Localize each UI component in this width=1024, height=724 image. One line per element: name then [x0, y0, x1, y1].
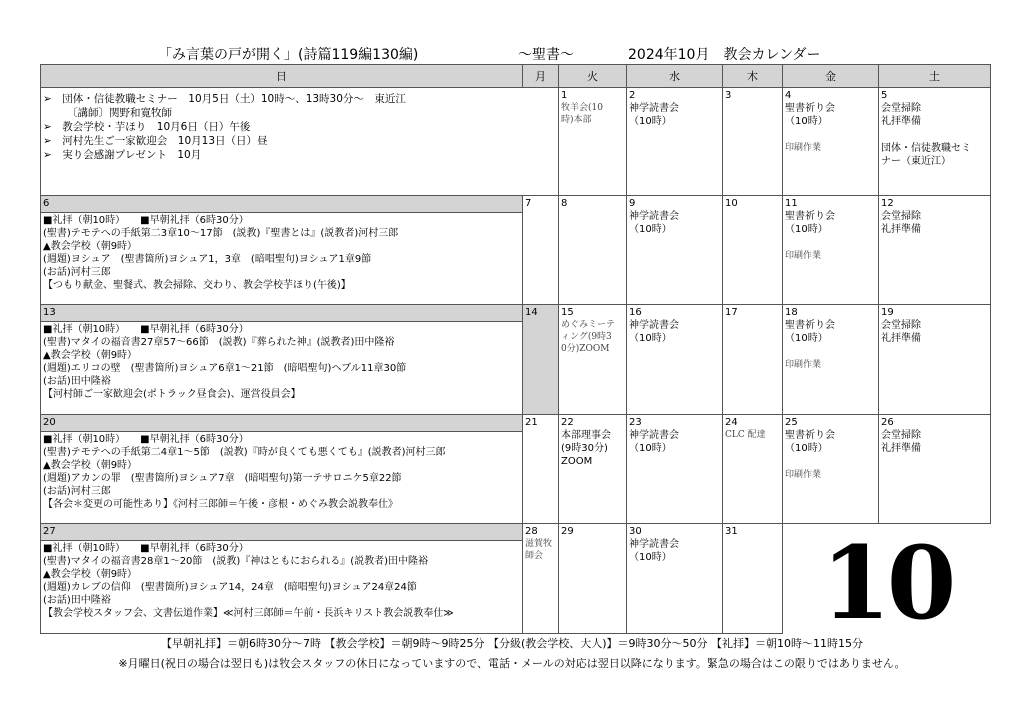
day-number: 9: [629, 198, 636, 210]
day-cell: [723, 523, 783, 633]
day-cell: [723, 414, 783, 523]
sunday-line: ▲教会学校（朝9時）: [43, 459, 138, 471]
day-number: 20: [41, 415, 522, 432]
event-line: 礼拝準備: [881, 333, 921, 345]
week-row: [41, 523, 991, 633]
day-cell: [559, 414, 627, 523]
event-line: 時)本部: [561, 115, 592, 126]
calendar-table: [40, 64, 991, 634]
notice-item: ➢ 実り会感謝プレゼント 10月: [43, 149, 202, 162]
event-line: (9時30分): [561, 442, 608, 454]
sunday-line: ■礼拝（朝10時） ■早朝礼拝（6時30分）: [43, 542, 249, 554]
sunday-line: (週題)アカンの罪 (聖書箇所)ヨシュア7章 (暗唱聖句)第一テサロニケ5章22節: [43, 472, 402, 484]
day-number: 2: [629, 90, 636, 102]
day-cell: [559, 523, 627, 633]
sunday-line: ▲教会学校（朝9時）: [43, 350, 138, 362]
day-number: 11: [785, 198, 798, 210]
sunday-cell: [41, 196, 523, 305]
notices-box: [41, 88, 559, 196]
time-schedule: 【早朝礼拝】＝朝6時30分～7時 【教会学校】＝朝9時～9時25分 【分級(教会学校、大人)】＝9時30分～50分 【礼拝】＝朝10時～11時15分: [160, 637, 864, 650]
event-line: CLC 配達: [725, 429, 766, 440]
day-cell: [627, 196, 723, 305]
sunday-line: (週題)カレブの信仰 (聖書箇所)ヨシュア14，24章 (暗唱聖句)ヨシュア24章24節: [43, 581, 417, 593]
day-number: 31: [725, 525, 738, 537]
week-row: [41, 305, 991, 414]
event-line: 神学読書会: [629, 211, 679, 223]
event-line: 聖書祈り会: [785, 320, 835, 332]
sunday-line: (お話)河村三郎: [43, 485, 111, 497]
weekday-tue: 火: [559, 65, 627, 88]
day-cell: [627, 414, 723, 523]
notice-item: 〔講師〕関野和寛牧師: [67, 107, 172, 120]
day-number: 1: [561, 90, 568, 102]
day-cell: [879, 305, 991, 414]
weekday-sun: 日: [41, 65, 523, 88]
day-cell: [783, 196, 879, 305]
event-line: 会堂掃除: [881, 103, 921, 115]
week-row: [41, 196, 991, 305]
event-line: （10時）: [785, 224, 828, 236]
event-line: 神学読書会: [629, 103, 679, 115]
day-number: 17: [725, 307, 738, 319]
month-number-cell: [783, 523, 991, 633]
weekday-thu: 木: [723, 65, 783, 88]
sunday-line: 【教会学校スタッフ会、文書伝道作業】≪河村三郎師＝午前・長浜キリスト教会説教奉仕≫: [43, 607, 454, 619]
notice-item: ➢ 河村先生ご一家歓迎会 10月13日（日）昼: [43, 135, 268, 148]
day-number: 22: [561, 416, 574, 428]
event-line: 印刷作業: [785, 360, 822, 371]
day-cell: [523, 196, 559, 305]
event-line: （10時）: [785, 333, 828, 345]
day-cell: [723, 196, 783, 305]
theme-verse: 「み言葉の戸が開く」(詩篇119編130編): [158, 47, 419, 63]
day-number: 10: [725, 198, 738, 210]
day-cell: [879, 88, 991, 196]
day-number: 18: [785, 307, 798, 319]
event-line: 会堂掃除: [881, 320, 921, 332]
weekday-mon: 月: [523, 65, 559, 88]
event-line: 聖書祈り会: [785, 103, 835, 115]
event-line: （10時）: [629, 333, 672, 345]
event-line: ナー（東近江）: [881, 156, 951, 168]
day-cell: [783, 88, 879, 196]
weekday-fri: 金: [783, 65, 879, 88]
sunday-line: (お話)田中隆裕: [43, 376, 111, 388]
event-line: 聖書祈り会: [785, 429, 835, 441]
day-number: 15: [561, 307, 574, 319]
day-number: 5: [881, 90, 888, 102]
sunday-line: 【つもり献金、聖餐式、教会掃除、交わり、教会学校芋ほり(午後)】: [43, 280, 351, 292]
day-number: 29: [561, 525, 574, 537]
day-number: 21: [525, 416, 538, 428]
event-line: 礼拝準備: [881, 116, 921, 128]
day-cell: [783, 414, 879, 523]
day-cell: [723, 88, 783, 196]
notice-item: ➢ 教会学校・芋ほり 10月6日（日）午後: [43, 121, 251, 134]
sunday-line: (聖書)テモテへの手紙第二3章10～17節 (説教)『聖書とは』(説教者)河村三郎: [43, 228, 399, 240]
month-number: 10: [821, 523, 953, 634]
sunday-line: (お話)田中隆裕: [43, 594, 111, 606]
event-line: 礼拝準備: [881, 442, 921, 454]
event-line: （10時）: [785, 442, 828, 454]
event-line: ZOOM: [561, 455, 593, 467]
event-line: 礼拝準備: [881, 224, 921, 236]
event-line: 聖書祈り会: [785, 211, 835, 223]
event-line: （10時）: [629, 224, 672, 236]
day-cell: [523, 523, 559, 633]
event-line: （10時）: [785, 116, 828, 128]
event-line: 神学読書会: [629, 320, 679, 332]
event-line: 印刷作業: [785, 251, 822, 262]
day-cell: [523, 414, 559, 523]
day-number: 19: [881, 307, 894, 319]
sunday-line: 【河村師ご一家歓迎会(ポトラック昼食会)、運営役員会】: [43, 389, 301, 401]
day-cell: [783, 305, 879, 414]
sunday-line: (週題)ヨシュア (聖書箇所)ヨシュア1，3章 (暗唱聖句)ヨシュア1章9節: [43, 254, 372, 266]
sunday-line: (お話)河村三郎: [43, 267, 111, 279]
sunday-line: (週題)エリコの壁 (聖書箇所)ヨシュア6章1～21節 (暗唱聖句)ヘブル11章30節: [43, 363, 407, 375]
day-number: 24: [725, 416, 738, 428]
event-line: 師会: [525, 550, 544, 561]
event-line: 本部理事会: [561, 429, 611, 441]
event-line: 神学読書会: [629, 538, 679, 550]
event-line: 神学読書会: [629, 429, 679, 441]
sunday-line: ■礼拝（朝10時） ■早朝礼拝（6時30分）: [43, 324, 249, 336]
day-number: 3: [725, 90, 732, 102]
event-line: 滋賀牧: [525, 538, 553, 549]
day-cell: [627, 523, 723, 633]
day-cell: [627, 305, 723, 414]
sunday-line: 【各会＊変更の可能性あり】《河村三郎師＝午後・彦根・めぐみ教会説教奉仕》: [43, 498, 398, 510]
day-number: 23: [629, 416, 642, 428]
day-number: 8: [561, 198, 568, 210]
day-number: 6: [41, 196, 522, 213]
sunday-cell: [41, 305, 523, 414]
event-line: 0分)ZOOM: [561, 344, 610, 355]
weekday-sat: 土: [879, 65, 991, 88]
weekday-wed: 水: [627, 65, 723, 88]
sunday-line: (聖書)テモテへの手紙第二4章1～5節 (説教)『時が良くても悪くても』(説教者)河村三郎: [43, 446, 446, 458]
calendar-header: [158, 44, 964, 64]
event-line: 牧羊会(10: [561, 103, 603, 114]
day-cell: [559, 88, 627, 196]
day-cell: [879, 196, 991, 305]
sunday-line: ▲教会学校（朝9時）: [43, 568, 138, 580]
day-number: 26: [881, 416, 894, 428]
office-note: ※月曜日(祝日の場合は翌日も)は牧会スタッフの休日になっていますので、電話・メールの対応は翌日以降になります。緊急の場合はこの限りではありません。: [118, 657, 906, 670]
calendar-title: 2024年10月 教会カレンダー: [628, 47, 821, 63]
day-cell: [559, 305, 627, 414]
sunday-line: (聖書)マタイの福音書27章57～66節 (説教)『葬られた神』(説教者)田中隆裕: [43, 337, 395, 349]
day-number: 28: [525, 525, 538, 537]
event-line: 会堂掃除: [881, 429, 921, 441]
day-number: 7: [525, 198, 532, 210]
day-number: 13: [41, 305, 522, 322]
week-row: [41, 88, 991, 196]
day-cell: [627, 88, 723, 196]
day-number: 16: [629, 307, 642, 319]
sunday-line: ■礼拝（朝10時） ■早朝礼拝（6時30分）: [43, 215, 249, 227]
event-line: 印刷作業: [785, 469, 822, 480]
day-cell: [523, 305, 559, 414]
weekday-header-row: [41, 65, 991, 88]
day-number: 30: [629, 525, 642, 537]
day-number: 27: [41, 524, 522, 541]
day-cell: [879, 414, 991, 523]
event-line: （10時）: [629, 551, 672, 563]
day-number: 4: [785, 90, 792, 102]
notice-item: ➢ 団体・信徒教職セミナー 10月5日（土）10時～、13時30分～ 東近江: [43, 93, 406, 106]
event-line: めぐみミーテ: [561, 320, 616, 331]
day-cell: [723, 305, 783, 414]
sunday-cell: [41, 523, 523, 633]
sunday-line: (聖書)マタイの福音書28章1～20節 (説教)『神はともにおられる』(説教者)田中隆裕: [43, 555, 429, 567]
event-line: ィング(9時3: [561, 332, 612, 343]
sunday-line: ▲教会学校（朝9時）: [43, 241, 138, 253]
event-line: 印刷作業: [785, 143, 822, 154]
sunday-cell: [41, 414, 523, 523]
week-row: [41, 414, 991, 523]
event-line: 会堂掃除: [881, 211, 921, 223]
event-line: （10時）: [629, 116, 672, 128]
event-line: 団体・信徒教職セミ: [881, 143, 971, 155]
sunday-line: ■礼拝（朝10時） ■早朝礼拝（6時30分）: [43, 433, 249, 445]
day-number: 25: [785, 416, 798, 428]
day-number: 14: [525, 307, 538, 319]
scripture-label: ～聖書～: [518, 47, 574, 63]
event-line: （10時）: [629, 442, 672, 454]
day-number: 12: [881, 198, 894, 210]
day-cell: [559, 196, 627, 305]
